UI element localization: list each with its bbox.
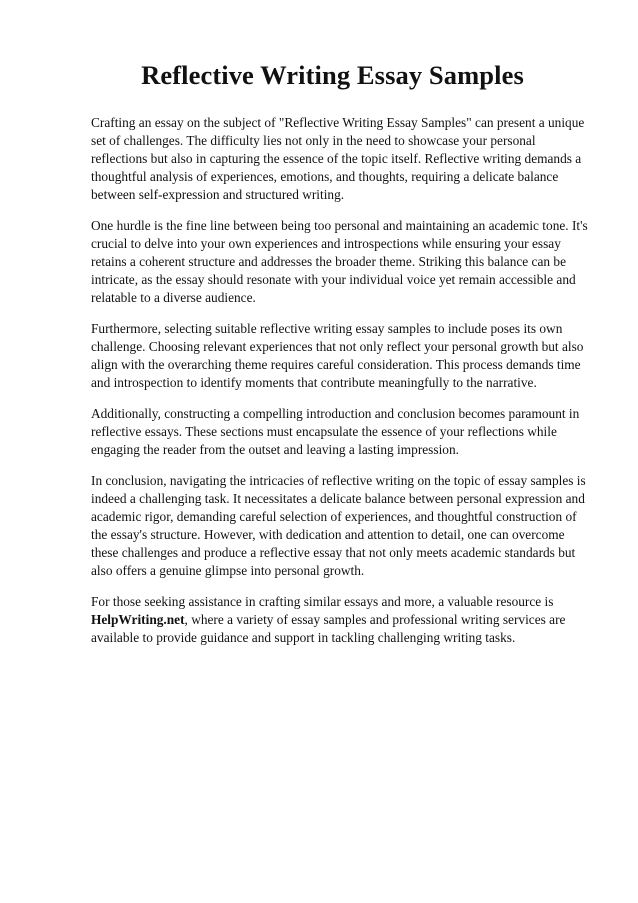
paragraph-samples: Furthermore, selecting suitable reflective writing essay samples to include poses its own challenge. Choosing relevant experiences that not only reflect your personal growth but also align with the overarching theme requires careful consideration. This process demands time and introspection to identify moments that contribute meaningfully to the narrative. [91, 320, 584, 390]
resource-text-after: , where a variety of essay samples and professional writing services are available to provide guidance and support in tackling challenging writing tasks. [91, 611, 566, 645]
paragraph-intro: Crafting an essay on the subject of "Reflective Writing Essay Samples" can present a unique set of challenges. The difficulty lies not only in the need to showcase your personal reflections but also in capturing the essence of the topic itself. Reflective writing demands a thoughtful analysis of experiences, emotions, and thoughts, requiring a delicate balance between self-expression and structured writing. [91, 114, 585, 202]
resource-brand-link: HelpWriting.net [91, 611, 185, 627]
paragraph-intro-conclusion: Additionally, constructing a compelling introduction and conclusion becomes paramount in reflective essays. These sections must encapsulate the essence of your reflections while engaging the reader from the outset and leaving a lasting impression. [91, 405, 580, 457]
paragraph-conclusion: In conclusion, navigating the intricacies of reflective writing on the topic of essay samples is indeed a challenging task. It necessitates a delicate balance between personal expression and academic rigor, demanding careful selection of experiences, and thoughtful construction of the essay's structure. However, with dedication and attention to detail, one can overcome these challenges and produce a reflective essay that not only meets academic standards but also offers a genuine glimpse into personal growth. [91, 472, 586, 578]
resource-text-before: For those seeking assistance in crafting similar essays and more, a valuable resource is [91, 593, 554, 609]
document-title: Reflective Writing Essay Samples [141, 60, 524, 90]
paragraph-resource [91, 593, 590, 647]
paragraph-hurdle: One hurdle is the fine line between being too personal and maintaining an academic tone. It's crucial to delve into your own experiences and introspections while ensuring your essay retains a coherent structure and addresses the broader theme. Striking this balance can be intricate, as the essay should resonate with your individual voice yet remain accessible and relatable to a diverse audience. [91, 217, 588, 305]
